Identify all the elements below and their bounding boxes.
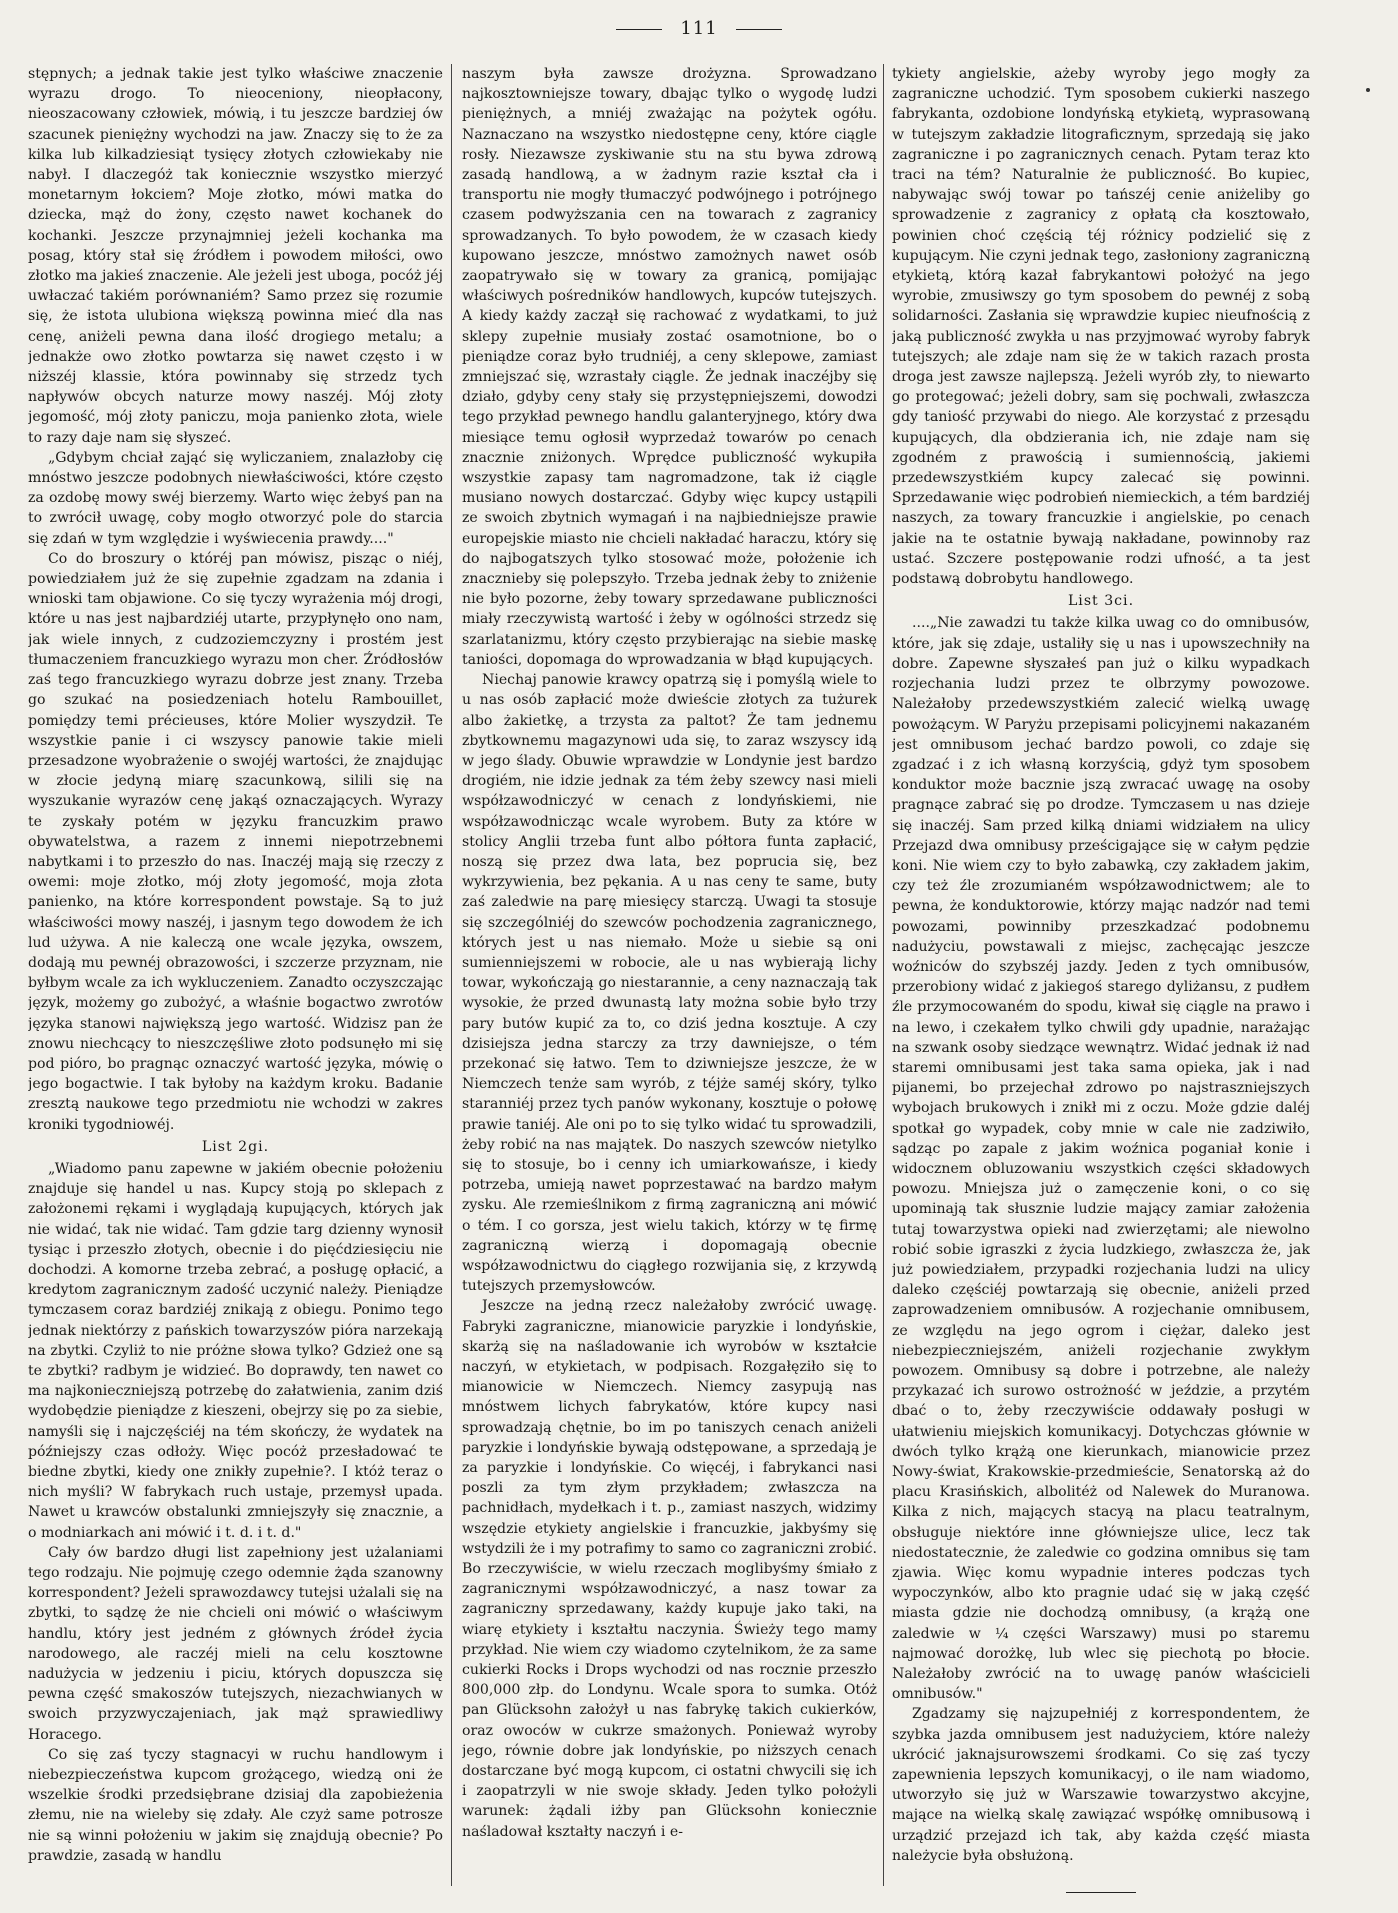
paragraph: Zgadzamy się najzupełniéj z korrespondentem, że szybka jazda omnibusem jest nadużyciem, które należy ukrócić jaknajsurowszemi środkami. Co się zaś tyczy zapewnienia lepszych komunikacyj, o ile nam wiadomo, utworzyło się już w Warszawie towarzystwo akcyjne, mające na wielką skalę zawiązać współkę omnibusową i urządzić przejazd ich tak, aby każda część miasta należycie była obsłużoną. [892,1706,1310,1864]
page-number: 111 [680,18,718,39]
column-2 [462,64,877,1904]
column-1 [28,64,443,1904]
column-3 [892,64,1310,1904]
paragraph: Co się zaś tyczy stagnacyi w ruchu handlowym i niebezpieczeństwa kupcom grożącego, wiedzą oni że wszelkie środki przedsiębrane dzisiaj dla zapobieżenia złemu, nie na wieleby się zdały. Ale czyż same potrosze nie są winni położeniu w jakim się znajdują obecnie? Po prawdzie, zasadą w handlu [28,1746,443,1864]
paragraph: Niechaj panowie krawcy opatrzą się i pomyślą wiele to u nas osób zapłacić może dwieście złotych za tużurek albo żakietkę, a trzysta za paltot? Że tam jednemu zbytkownemu magazynowi uda się, to zaraz wszyscy idą w jego ślady. Obuwie wprawdzie w Londynie jest bardzo drogiém, nie idzie jednak za tém żeby szewcy nasi mieli współzawodniczyć w cenach z londyńskiemi, nie współzawodnicząc wcale wyrobem. Buty za które w stolicy Anglii trzeba funt albo półtora funta zapłacić, noszą się przez dwa lata, bez poprucia się, bez wykrzywienia, bez pękania. A u nas ceny te same, buty zaś zaledwie na parę miesięcy starczą. Uwagi ta stosuje się szczególniéj do szewców pochodzenia zagranicznego, których jest u nas niemało. Może u siebie są oni sumienniejszemi w robocie, ale u nas wybierają lichy towar, wykończają go niestarannie, a ceny naznaczają tak wysokie, że przed dwunastą laty można sobie było trzy pary butów kupić za to, co dziś jedna kosztuje. A czy dzisiejsza jedna starczy za trzy dawniejsze, o tém przekonać się łatwo. Tem to dziwniejsze jeszcze, że w Niemczech tenże sam wyrób, z téjże saméj skóry, tylko staranniéj przez tych panów wykonany, kosztuje o połowę prawie taniéj. Ale oni po to się tylko widać tu sprowadzili, żeby robić na nas majątek. Do naszych szewców nietylko się to stosuje, bo i cenny ich umiarkowańsze, i kiedy potrzeba, umieją nawet poprzestawać na bardzo małym zysku. Ale rzemieślnikom z firmą zagraniczną ani mówić o tém. I co gorsza, jest wielu takich, którzy w tę firmę zagraniczną wierzą i dopomagają obecnie współzawodnictwu do ciągłego rozwijania się, z krzywdą tutejszych przemysłowców. [462,672,877,1295]
paragraph: tykiety angielskie, ażeby wyroby jego mogły za zagraniczne uchodzić. Tym sposobem cukierki naszego fabrykanta, ozdobione londyńską etykietą, wyprasowaną w tutejszym zakładzie litograficznym, sprzedają się jako zagraniczne i po zagranicznych cenach. Pytam teraz kto traci na tém? Naturalnie że publiczność. Bo kupiec, nabywając swój towar po tańszéj cenie aniżeliby go sprowadzenie z zagranicy z opłatą cła kosztowało, powinien choć częścią téj różnicy podzielić się z kupującym. Nie czyni jednak tego, zasłoniony zagraniczną etykietą, którą kazał fabrykantowi położyć na jego wyrobie, zmusiwszy go tym sposobem do pewnéj z sobą solidarności. Zasłania się wprawdzie kupiec nieufnością z jaką publiczność zwykła u nas przyjmować wyroby fabryk tutejszych; ale zdaje nam się że w takich razach prosta droga jest zawsze najlepszą. Jeżeli wyrób zły, to niewarto go protegować; jeżeli dobry, sam się pochwali, zwłaszcza gdy taniość przywabi do niego. Ale korzystać z przesądu kupujących, dla obdzierania ich, nie zdaje nam się zgodném z prawością i sumiennością, jakiemi przedewszystkiém kupcy zalecać się powinni. Sprzedawanie więc podrobień niemieckich, a tém bardziéj naszych, za towary francuzkie i angielskie, po cenach jakie na te ostatnie bywają nakładane, powinnoby raz ustać. Szczere postępowanie rodzi ufność, a ta jest podstawą dobrobytu handlowego. [892,66,1310,588]
paragraph: Co do broszury o któréj pan mówisz, pisząc o niéj, powiedziałem już że się zupełnie zgadzam na zdania i wnioski tam objawione. Co się tyczy wyrażenia mój drogi, które u nas jest najbardziéj utarte, przypłynęło ono nam, jak wiele innych, z cudzoziemczyzny i prostém jest tłumaczeniem francuzkiego wyrazu mon cher. Źródłosłów zaś tego francuzkiego wyrazu dobrze jest znany. Trzeba go szukać na posiedzeniach hotelu Rambouillet, pomiędzy temi précieuses, które Molier wyszydził. Te wszystkie panie i ci wszyscy panowie takie mieli przesadzone wyobrażenie o swojéj wartości, że znajdując w złocie jedyną miarę szacunkową, silili się na wyszukanie wyrazów cenę jakąś oznaczających. Wyrazy te zyskały potém w języku francuzkim prawo obywatelstwa, a razem z innemi niepotrzebnemi nabytkami i to przeszło do nas. Inaczéj mają się rzeczy z owemi: moje złotko, mój złoty jegomość, moja złota panienko, na które korrespondent powstaje. Są to już właściwości mowy naszéj, i jasnym tego dowodem że ich lud używa. A nie kaleczą one wcale języka, owszem, dodają mu pewnéj obrazowości, i szczerze przyznam, nie byłbym wcale za ich wykluczeniem. Zanadto oczyszczając język, możemy go zubożyć, a właśnie bogactwo zwrotów języka stanowi największą jego wartość. Widzisz pan że znowu niechcący to nieszczęśliwe złoto podsunęło mi się pod pióro, bo pragnąc oznaczyć wartość języka, mówię o jego bogactwie. I tak byłoby na każdym kroku. Badanie zresztą naukowe tego przedmiotu nie wchodzi w zakres kroniki tygodniowéj. [28,550,443,1133]
column-rule-1 [451,64,452,1886]
letter-heading: List 3ci. [1067,593,1135,610]
header-dash-right [736,29,782,30]
paragraph: „Gdybym chciał zająć się wyliczaniem, znalazłoby cię mnóstwo jeszcze podobnych niewłaściwości, które często za ozdobę mowy swéj bierzemy. Warto więc żebyś pan na to zwrócił uwagę, coby mogło otworzyć pole do starcia się zdań w tym względzie i wyświecenia prawdy...." [28,449,443,547]
paragraph: Cały ów bardzo długi list zapełniony jest użalaniami tego rodzaju. Nie pojmuję czego odemnie żąda szanowny korrespondent? Jeżeli sprawozdawcy tutejsi użalali się na zbytki, to sądzę że nie chcieli oni mówić o właściwym handlu, który jest jedném z głównych źródeł życia narodowego, ale raczéj mieli na celu kosztowne nadużycia w jedzeniu i piciu, których dopuszcza się pewna część smakoszów tutejszych, niezachwianych w swoich przyzwyczajeniach, jak mąż sprawiedliwy Horacego. [28,1544,443,1743]
page-header [0,18,1398,39]
paragraph: naszym była zawsze drożyzna. Sprowadzano najkosztowniejsze towary, dbając tylko o wygodę ludzi pieniężnych, a mniéj zważając na pożytek ogółu. Naznaczano na wszystko niedostępne ceny, które ciągle rosły. Niezawsze zyskiwanie stu na stu bywa zdrową zasadą handlową, a w żadnym razie kształ cła i transportu nie mogły tłumaczyć podwójnego i potrójnego czasem podwyższania cen na towarach z zagranicy sprowadzanych. To było powodem, że w czasach kiedy kupowano jeszcze, mnóstwo zamożnych nawet osób zaopatrywało się w towary za granicą, pomijając właściwych pośredników handlowych, kupców tutejszych. A kiedy każdy zaczął się rachować z wydatkami, to już sklepy zupełnie musiały zostać osamotnione, bo o pieniądze coraz było trudniéj, a ceny sklepowe, zamiast zmniejszać się, wzrastały ciągle. Że jednak inaczéjby się działo, gdyby ceny stały się przystępniejszemi, dowodzi tego przykład pewnego handlu galanteryjnego, który dwa miesiące temu ogłosił wyprzedaż towarów po cenach znacznie zniżonych. Wprędce publiczność wykupiła wszystkie zapasy tam nagromadzone, tak iż ciągle musiano nowych dostarczać. Gdyby więc kupcy ustąpili ze swoich zbytnich wymagań i na najbiedniejsze prawie europejskie miasto nie chcieli nakładać haraczu, który się do najbogatszych tylko stosować może, położenie ich znacznieby się polepszyło. Trzeba jednak żeby to zniżenie nie było pozorne, żeby towary sprzedawane publiczności miały rzeczywistą wartość i żeby w ogólności strzedz się szarlatanizmu, który często przybierając na siebie maskę taniości, dopomaga do wprowadzania w błąd kupujących. [462,66,877,668]
print-speck [1366,88,1370,92]
paragraph: ....„Nie zawadzi tu także kilka uwag co do omnibusów, które, jak się zdaje, ustaliły się u nas i upowszechniły na dobre. Zapewne słyszałeś pan już o kilku wypadkach rozjechania ludzi przez te olbrzymy powozowe. Należałoby przedewszystkiém zalecić wielką uwagę powożącym. W Paryżu przepisami policyjnemi nakazaném jest omnibusom jechać bardzo powoli, co zdaje się zgadzać i z ich własną korzyścią, gdyż tym sposobem konduktor może bacznie jszą zwracać uwagę na osoby pragnące zabrać się po drodze. Tymczasem u nas dzieje się inaczéj. Sam przed kilką dniami widziałem na ulicy Przejazd dwa omnibusy prześcigające się w całym pędzie koni. Nie wiem czy to było zabawką, czy zakładem jakim, czy też źle zrozumianém współzawodnictwem; ale to pewna, że konduktorowie, którzy mając nadzór nad temi powozami, powinniby przeszkadzać podobnemu nadużyciu, powstawali z miejsc, zachęcając jeszcze woźniców do szybszéj jazdy. Jeden z tych omnibusów, przerobiony widać z jakiegoś starego dyliżansu, z pudłem źle przymocowaném do spodu, kiwał się ciągle na prawo i na lewo, i czekałem tylko chwili gdy upadnie, narażając na szwank osoby siedzące wewnątrz. Widać jednak iż nad staremi omnibusami jest taka sama opieka, jak i nad pijanemi, bo przejechał zdrowo po najstraszniejszych wybojach brukowych i znikł mi z oczu. Może gdzie daléj spotkał go wypadek, coby mnie w cale nie zadziwiło, sądząc po zapale z jakim woźnica poganiał konie i widocznem obluzowaniu wszystkich części składowych powozu. Mniejsza już o zamęczenie koni, o co się upominają tak słusznie ludzie mający zamiar założenia tutaj towarzystwa opieki nad zwierzętami; ale niewolno robić sobie igraszki z życia ludzkiego, zwłaszcza że, jak już powiedziałem, przypadki rozjechania ludzi na ulicy daleko częściéj powtarzają się obecnie, aniżeli przed zaprowadzeniem omnibusów. A rozjechanie omnibusem, ze względu na jego ogrom i ciężar, daleko jest niebezpieczniejszém, aniżeli rozjechanie zwykłym powozem. Omnibusy są dobre i potrzebne, ale należy przykazać ich surowo ostrożność w jeździe, a przytém dbać o to, żeby rzeczywiście oddawały posługi w ułatwieniu miejskich komunikacyj. Dotychczas głównie w dwóch tylko krążą one kierunkach, mianowicie przez Nowy-świat, Krakowskie-przedmieście, Senatorską aż do placu Krasińskich, albolitéż od Nalewek do Muranowa. Kilka z nich, mających stacyą na placu teatralnym, obsługuje niektóre inne główniejsze ulice, lecz tak niedostatecznie, że zaledwie co godzina omnibus się tam zjawia. Więc komu wypadnie interes podczas tych wypoczynków, albo kto pragnie udać się w jaką część miasta gdzie nie dochodzą omnibusy, (a krążą one zaledwie w ¼ części Warszawy) musi po staremu najmować dorożkę, lub wlec się piechotą po błocie. Należałoby zwrócić na to uwagę panów właścicieli omnibusów." [892,615,1310,1703]
header-dash-left [616,29,662,30]
letter-heading: List 2gi. [201,1138,270,1155]
paragraph: stępnych; a jednak takie jest tylko właściwe znaczenie wyrazu drogo. To nieoceniony, nieopłacony, nieoszacowany człowiek, mówią, i tu jeszcze bardziej ów szacunek pieniężny wychodzi na jaw. Znaczy się to że za kilka lub kilkadziesiąt tysięcy złotych człowiekaby nie nabył. I dlaczegóż tak koniecznie wszystko mierzyć monetarnym łokciem? Moje złotko, mówi matka do dziecka, mąż do żony, często nawet kochanek do kochanki. Jeszcze przynajmniej jeżeli kochanka ma posag, który stał się źródłem i powodem miłości, owo złotko ma jakieś znaczenie. Ale jeżeli jest uboga, pocóż jéj uwłaczać takiém porównaniém? Samo przez się rozumie się, że istota ulubiona większą powinna mieć dla nas cenę, aniżeli pewna dana ilość drogiego metalu; a jednakże owo złotko powtarza się nawet często i w niższéj klassie, która powinnaby się strzedz tych napływów obcych naturze mowy naszéj. Mój złoty jegomość, mój złoty paniczu, moja panienko złota, wiele to razy daje nam się słyszeć. [28,66,443,446]
closing-rule [1066,1892,1136,1893]
paragraph: Jeszcze na jedną rzecz należałoby zwrócić uwagę. Fabryki zagraniczne, mianowicie paryzkie i londyńskie, skarżą się na naśladowanie ich wyrobów w kształcie naczyń, w etykietach, w podpisach. Rozgałęziło się to mianowicie w Niemczech. Niemcy zasypują nas mnóstwem lichych fabrykatów, które kupcy nasi sprowadzają chętnie, bo im po taniszych cenach aniżeli paryzkie i londyńskie bywają odstępowane, a sprzedają je za paryzkie i londyńskie. Co więcéj, i fabrykanci nasi poszli za tym złym przykładem; zwłaszcza na pachnidłach, mydełkach i t. p., zamiast naszych, widzimy wszędzie etykiety angielskie i francuzkie, jakbyśmy się wstydzili że i my potrafimy to samo co zagraniczni zrobić. Bo rzeczywiście, w wielu rzeczach moglibyśmy śmiało z zagranicznymi współzawodniczyć, a nasz towar za zagraniczny sprzedawany, każdy kupuje jako taki, na wiarę etykiety i kształtu naczynia. Świeży tego mamy przykład. Nie wiem czy wiadomo czytelnikom, że za same cukierki Rocks i Drops wychodzi od nas rocznie przeszło 800,000 złp. do Londynu. Wcale spora to sumka. Otóż pan Glücksohn założył u nas fabrykę takich cukierków, oraz owoców w cukrze smażonych. Ponieważ wyroby jego, równie dobre jak londyńskie, po niższych cenach dostarczane być mogą kupcom, ci ostatni chwycili się ich i zaopatrzyli w nie swoje składy. Jeden tylko położyli warunek: żądali iżby pan Glücksohn koniecznie naśladował kształty naczyń i e- [462,1298,877,1840]
paragraph: „Wiadomo panu zapewne w jakiém obecnie położeniu znajduje się handel u nas. Kupcy stoją po sklepach z założonemi rękami i wyglądają kupujących, których jak nie widać, tak nie widać. Tam gdzie targ dzienny wynosił tysiąc i przeszło złotych, obecnie i do pięćdziesięciu nie dochodzi. A komorne trzeba zebrać, a posługę opłacić, a kredytom zagranicznym zadość uczynić należy. Pieniądze tymczasem coraz bardziéj znikają z obiegu. Ponimo tego jednak niektórzy z pańskich towarzyszów pióra narzekają na zbytki. Czyliż to nie próżne słowa tylko? Gdzież one są te zbytki? radbym je widzieć. Bo doprawdy, ten nawet co ma najkonieczniejszą potrzebę do załatwienia, zanim dziś wydobędzie pieniądze z kieszeni, obejrzy się po za siebie, namyśli się i najczęściéj na tém skończy, że wydatek na późniejszy czas odłoży. Więc pocóż przesładować te biedne zbytki, kiedy one znikły zupełnie?. I któż teraz o nich myśli? W fabrykach ruch ustaje, przemysł upada. Nawet u krawców obstalunki zmniejszyły się znacznie, a o modniarkach ani mówić i t. d. i t. d." [28,1160,443,1541]
column-rule-2 [883,64,884,1886]
